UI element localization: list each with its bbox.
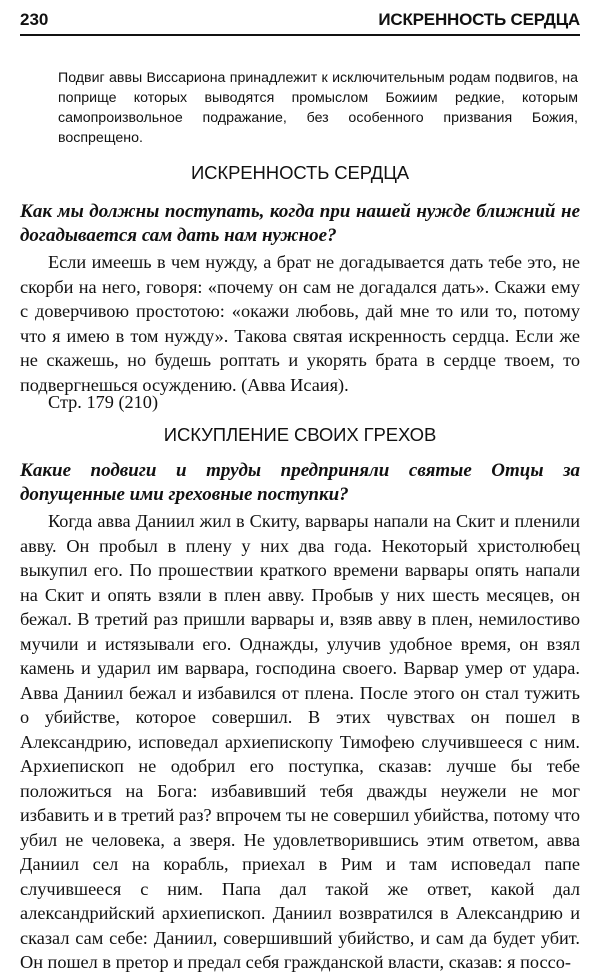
section-heading-redemption: ИСКУПЛЕНИЕ СВОИХ ГРЕХОВ bbox=[163, 424, 437, 445]
page-number: 230 bbox=[20, 10, 49, 29]
note-paragraph: Подвиг аввы Виссариона принадлежит к исключительным родам подвигов, на поприще которых выводятся промыслом Божиим редкие, которым самопроизвольное подражание, без особенного призвания Божия, воспрещено. bbox=[58, 70, 578, 146]
section-question-redemption: Какие подвиги и труды предприняли святые Отцы за допущенные ими греховные поступки? bbox=[20, 460, 580, 505]
section-heading-sincerity: ИСКРЕННОСТЬ СЕРДЦА bbox=[190, 162, 410, 183]
section-body-redemption: Когда авва Даниил жил в Скиту, варвары напали на Скит и пленили авву. Он пробыл в плену у них два года. Некоторый христолюбец выкупил его. По прошествии краткого времени варвары опять напали на Скит и опять взяли в плен авву. Пробыв у них шесть месяцев, он бежал. В третий раз пришли варвары и, взяв авву в плен, немилостиво мучили и истязывали его. Однажды, улучив удобное время, он взял камень и ударил им варвара, господина своего. Варвар умер от удара. Авва Даниил бежал и избавился от плена. После этого он стал тужить о убийстве, которое совершил. В этих чувствах он пошел в Александрию, исповедал архиепископу Тимофею случившееся с ним. Архиепископ не одобрил его поступка, сказав: лучше бы тебе положиться на Бога: избавивший тебя дважды неужели не мог избавить и в третий раз? впрочем ты не совершил убийства, потому что убил не человека, а зверя. Не удовлетворившись этим ответом, авва Даниил сел на корабль, приехал в Рим и там исповедал папе случившееся с ним. Папа дал такой же ответ, какой дал александрийский архиепископ. Даниил возвратился в Александрию и сказал сам себе: Даниил, совершивший убийство, и сам да будет убит. Он пошел в претор и предал себя гражданской власти, сказав: я поссо- bbox=[20, 511, 580, 972]
section-question-sincerity: Как мы должны поступать, когда при нашей нужде ближний не догадывается сам дать нам нужное? bbox=[20, 201, 580, 246]
running-title: ИСКРЕННОСТЬ СЕРДЦА bbox=[378, 10, 580, 29]
running-header bbox=[20, 8, 580, 36]
page-reference: Стр. 179 (210) bbox=[48, 392, 159, 412]
section-body-sincerity: Если имеешь в чем нужду, а брат не догадывается дать тебе это, не скорби на него, говоря: «почему он сам не догадался дать». Скажи ему с доверчивою простотою: «окажи любовь, дай мне то или то, потому что я имею в том нужду». Такова святая искренность сердца. Если же не скажешь, но будешь роптать и укорять брата в сердце твоем, то подвергнешься осуждению. (Авва Исаия). bbox=[20, 252, 580, 395]
